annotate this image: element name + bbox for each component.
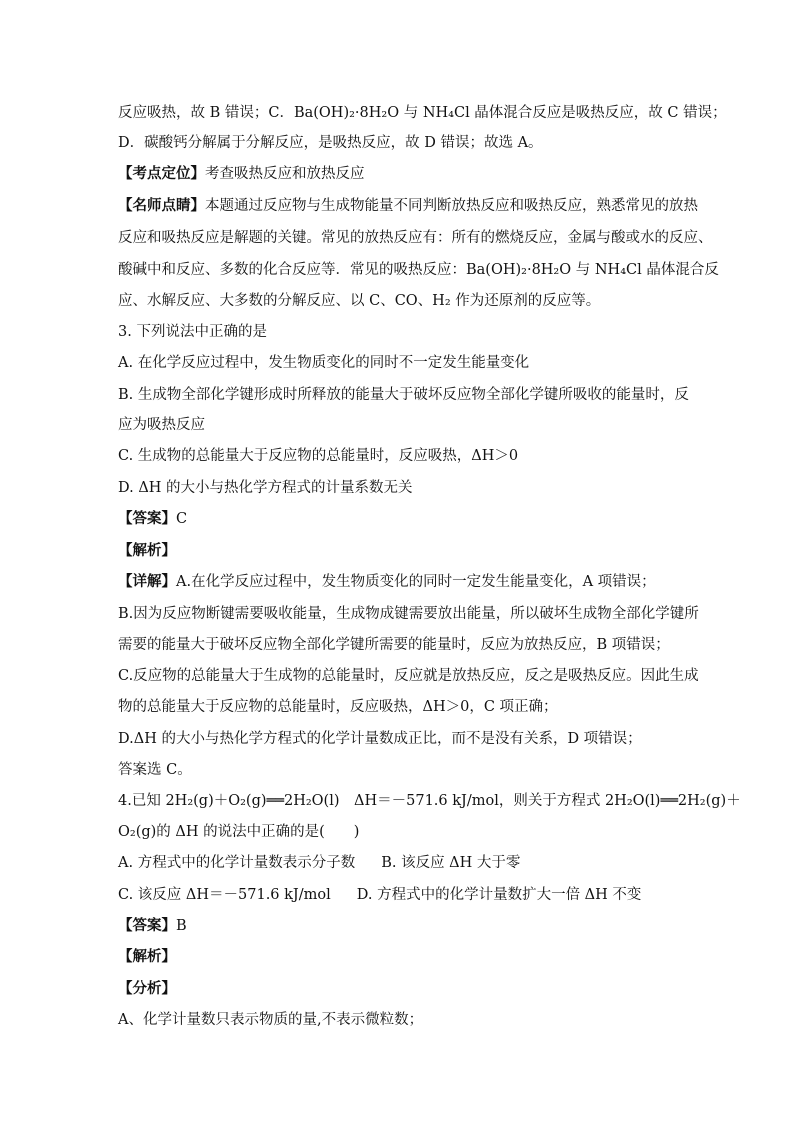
q4-options-row-2 bbox=[118, 885, 678, 905]
mingshi-text: 本题通过反应物与生成物能量不同判断放热反应和吸热反应，熟悉常见的放热 bbox=[205, 198, 698, 214]
text-line: 应、水解反应、大多数的分解反应、以 C、CO、H₂ 作为还原剂的反应等。 bbox=[118, 293, 601, 309]
q3-answer bbox=[118, 509, 678, 529]
answer-tag: 【答案】 bbox=[118, 917, 176, 934]
question-3-stem: 3. 下列说法中正确的是 bbox=[118, 324, 267, 340]
q4-options-row-1 bbox=[118, 853, 678, 873]
q3-option-d: D. ΔH 的大小与热化学方程式的计量系数无关 bbox=[118, 480, 413, 496]
q3-option-c: C. 生成物的总能量大于反应物的总能量时，反应吸热，ΔH＞0 bbox=[118, 448, 519, 464]
q4-option-d: D. 方程式中的化学计量数扩大一倍 ΔH 不变 bbox=[356, 887, 642, 903]
q4-answer bbox=[118, 916, 678, 936]
answer-value: B bbox=[176, 918, 187, 934]
answer-value: C bbox=[176, 511, 188, 527]
q3-option-b: B. 生成物全部化学键形成时所释放的能量大于破坏反应物全部化学键所吸收的能量时，反 bbox=[118, 387, 689, 403]
q3-conclusion: 答案选 C。 bbox=[118, 762, 192, 778]
kaodian-tag: 【考点定位】 bbox=[118, 165, 205, 182]
text-line: 物的总能量大于反应物的总能量时，反应吸热，ΔH＞0，C 项正确； bbox=[118, 699, 558, 715]
mingshi-paragraph bbox=[118, 196, 698, 216]
text-line: 反应和吸热反应是解题的关键。常见的放热反应有：所有的燃烧反应，金属与酸或水的反应、 bbox=[118, 230, 713, 246]
question-4-stem: 4.已知 2H₂(g)＋O₂(g)══2H₂O(l) ΔH＝－571.6 kJ/mol，则关于方程式 2H₂O(l)══2H₂(g)＋ bbox=[118, 793, 741, 809]
kaodian-text: 考查吸热反应和放热反应 bbox=[205, 166, 365, 182]
q4-fenxi-tag: 【分析】 bbox=[118, 980, 176, 997]
text-line: 需要的能量大于破坏反应物全部化学键所需要的能量时，反应为放热反应，B 项错误； bbox=[118, 637, 670, 653]
text-line: B.因为反应物断键需要吸收能量，生成物成键需要放出能量，所以破坏生成物全部化学键所 bbox=[118, 606, 699, 622]
q4-jiexi-tag: 【解析】 bbox=[118, 948, 176, 965]
q4-fenxi-a: A、化学计量数只表示物质的量,不表示微粒数； bbox=[118, 1012, 424, 1028]
q3-xiangjie bbox=[118, 572, 678, 592]
mingshi-tag: 【名师点睛】 bbox=[118, 197, 205, 214]
xiangjie-tag: 【详解】 bbox=[118, 573, 176, 590]
q3-jiexi-tag: 【解析】 bbox=[118, 542, 176, 559]
q3-option-b-cont: 应为吸热反应 bbox=[118, 417, 205, 433]
text-line: 反应吸热，故 B 错误；C．Ba(OH)₂·8H₂O 与 NH₄Cl 晶体混合反应是吸热反应，故 C 错误； bbox=[118, 105, 727, 121]
xiangjie-text: A.在化学反应过程中，发生物质变化的同时一定发生能量变化，A 项错误； bbox=[176, 574, 656, 590]
answer-tag: 【答案】 bbox=[118, 510, 176, 527]
text-line: D.ΔH 的大小与热化学方程式的化学计量数成正比，而不是没有关系，D 项错误； bbox=[118, 731, 642, 747]
q3-option-a: A. 在化学反应过程中，发生物质变化的同时不一定发生能量变化 bbox=[118, 355, 530, 371]
question-4-stem-cont: O₂(g)的 ΔH 的说法中正确的是( ) bbox=[118, 824, 360, 840]
kaodian-paragraph bbox=[118, 164, 678, 184]
q4-option-c: C. 该反应 ΔH＝－571.6 kJ/mol bbox=[118, 887, 331, 903]
text-line: D．碳酸钙分解属于分解反应，是吸热反应，故 D 错误；故选 A。 bbox=[118, 135, 543, 151]
q4-option-a: A. 方程式中的化学计量数表示分子数 bbox=[118, 855, 356, 871]
text-line: C.反应物的总能量大于生成物的总能量时，反应就是放热反应，反之是吸热反应。因此生成 bbox=[118, 668, 699, 684]
q4-option-b: B. 该反应 ΔH 大于零 bbox=[381, 855, 521, 871]
text-line: 酸碱中和反应、多数的化合反应等．常见的吸热反应：Ba(OH)₂·8H₂O 与 NH₄Cl 晶体混合反 bbox=[118, 262, 719, 278]
